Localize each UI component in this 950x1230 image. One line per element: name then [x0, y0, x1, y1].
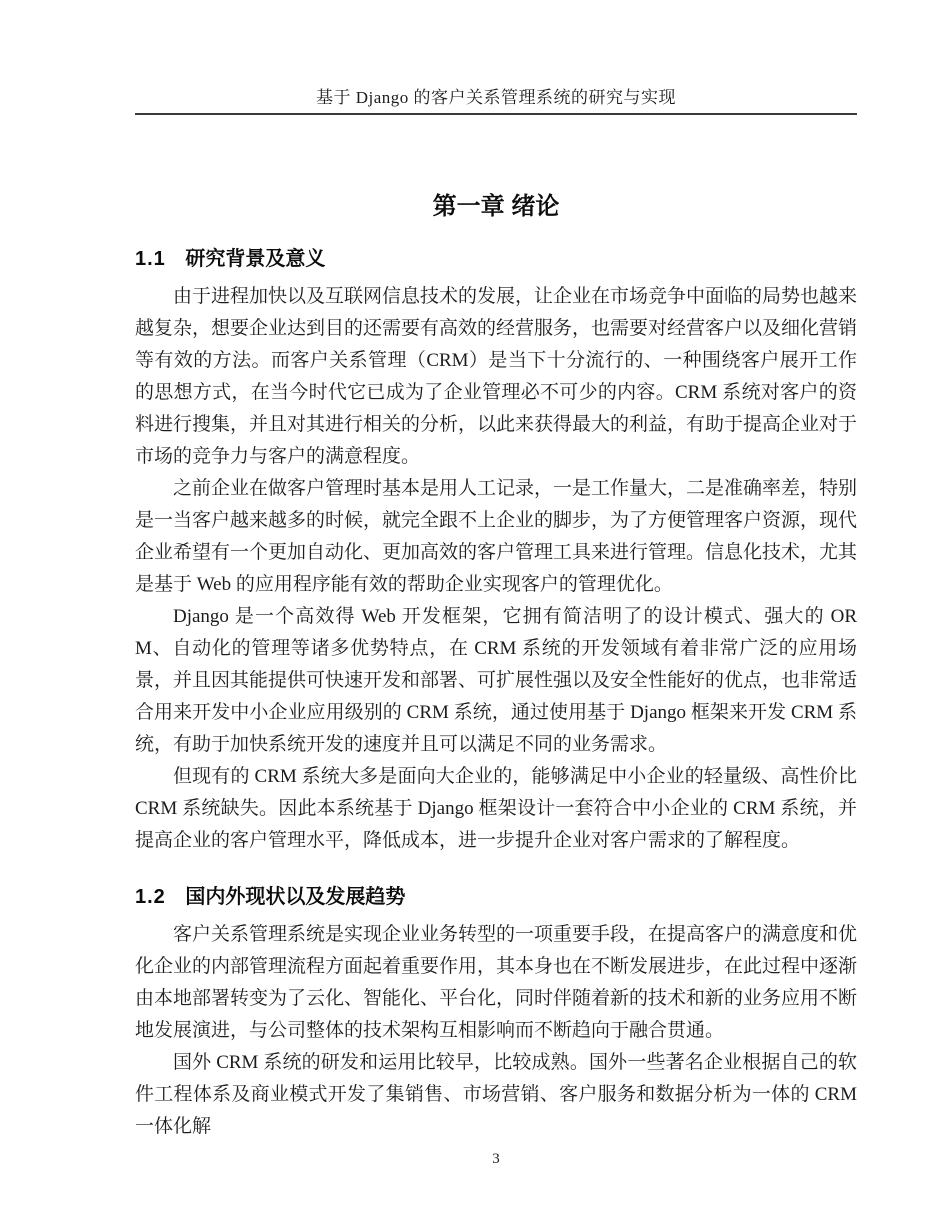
section-number: 1.2	[135, 886, 166, 908]
paragraph: Django 是一个高效得 Web 开发框架，它拥有简洁明了的设计模式、强大的 ORM、自动化的管理等诸多优势特点，在 CRM 系统的开发领域有着非常广泛的应用场景，并且因其能提供可快速开发和部署、可扩展性强以及安全性能好的优点，也非常适合用来开发中小企业应用级别的 CRM 系统，通过使用基于 Django 框架来开发 CRM 系统，有助于加快系统开发的速度并且可以满足不同的业务需求。	[135, 606, 858, 755]
page-header	[135, 86, 857, 115]
section-1-1	[135, 245, 857, 857]
paragraph: 由于进程加快以及互联网信息技术的发展，让企业在市场竞争中面临的局势也越来越复杂，想要企业达到目的还需要有高效的经营服务，也需要对经营客户以及细化营销等有效的方法。而客户关系管理（CRM）是当下十分流行的、一种围绕客户展开工作的思想方式，在当今时代它已成为了企业管理必不可少的内容。CRM 系统对客户的资料进行搜集，并且对其进行相关的分析，以此来获得最大的利益，有助于提高企业对于市场的竞争力与客户的满意程度。	[135, 286, 858, 467]
section-heading-1-2	[135, 883, 857, 911]
paragraph: 之前企业在做客户管理时基本是用人工记录，一是工作量大，二是准确率差，特别是一当客户越来越多的时候，就完全跟不上企业的脚步，为了方便管理客户资源，现代企业希望有一个更加自动化、更加高效的客户管理工具来进行管理。信息化技术，尤其是基于 Web 的应用程序能有效的帮助企业实现客户的管理优化。	[135, 478, 858, 595]
chapter-title: 第一章 绪论	[432, 193, 560, 220]
section-number: 1.1	[135, 248, 166, 270]
paragraph: 客户关系管理系统是实现企业业务转型的一项重要手段，在提高客户的满意度和优化企业的内部管理流程方面起着重要作用，其本身也在不断发展进步，在此过程中逐渐由本地部署转变为了云化、智能化、平台化，同时伴随着新的技术和新的业务应用不断地发展演进，与公司整体的技术架构互相影响而不断趋向于融合贯通。	[135, 924, 858, 1041]
running-head-title: 基于 Django 的客户关系管理系统的研究与实现	[315, 88, 677, 107]
section-heading-1-1	[135, 245, 857, 273]
paragraph: 但现有的 CRM 系统大多是面向大企业的，能够满足中小企业的轻量级、高性价比 CRM 系统缺失。因此本系统基于 Django 框架设计一套符合中小企业的 CRM 系统，并提高企业的客户管理水平，降低成本，进一步提升企业对客户需求的了解程度。	[135, 766, 857, 851]
section-1-2-body	[135, 919, 857, 1143]
paragraph: 国外 CRM 系统的研发和运用比较早，比较成熟。国外一些著名企业根据自己的软件工程体系及商业模式开发了集销售、市场营销、客户服务和数据分析为一体的 CRM 一体化解	[135, 1052, 857, 1137]
page-number: 3	[492, 1151, 500, 1167]
section-title: 国内外现状以及发展趋势	[185, 886, 406, 908]
section-title: 研究背景及意义	[185, 248, 326, 270]
section-1-1-body	[135, 281, 857, 857]
section-1-2	[135, 883, 857, 1143]
header-rule	[135, 113, 857, 115]
